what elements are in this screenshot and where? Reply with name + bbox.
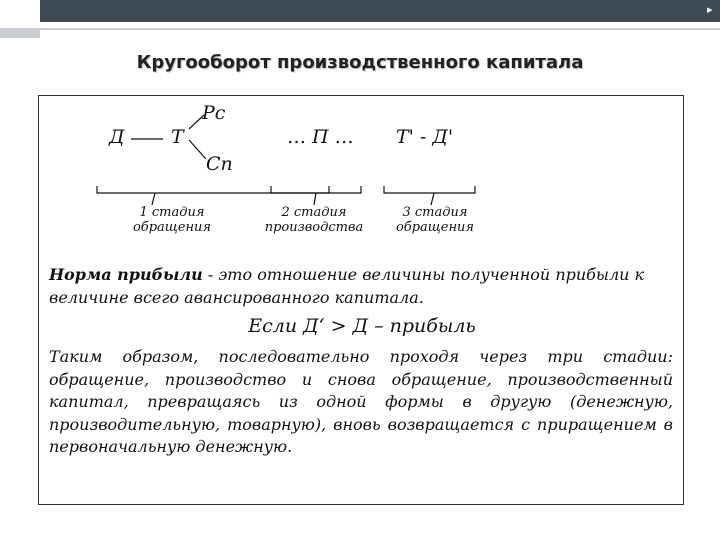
definition-term: Норма прибыли <box>49 265 203 284</box>
symbol-t-prime-d-prime: Т' - Д' <box>396 126 454 148</box>
conclusion-paragraph: Таким образом, последовательно проходя через три стадии: обращение, производство и снова обращение, производственный капитал, превращаясь из одной формы в другую (денежную, производительную, товарную), вновь возвращается с приращением в первоначальную денежную. <box>49 347 673 456</box>
bracket-stage-3 <box>384 186 475 193</box>
definition-text: - это отношение величины полученной прибыли к величине всего авансированного капитала. <box>49 265 645 307</box>
branch-sp-line <box>189 140 206 159</box>
top-bar-accent <box>0 28 40 38</box>
symbol-d: Д <box>109 126 125 148</box>
profit-condition: Если Д‘ > Д – прибыль <box>248 315 476 337</box>
stage-2-label: 2 стадия производства <box>264 205 364 235</box>
definition-paragraph <box>49 264 669 309</box>
symbol-sp: Сп <box>206 153 233 175</box>
bracket-stage-2 <box>271 186 361 193</box>
stage-1-label: 1 стадия обращения <box>132 205 212 235</box>
symbol-p: … П … <box>287 126 354 148</box>
content-panel <box>38 95 684 505</box>
stage-3-label: 3 стадия обращения <box>395 205 475 235</box>
symbol-rs: Рс <box>202 102 226 124</box>
slide-title: Кругооборот производственного капитала <box>136 52 584 73</box>
top-bar-rule <box>40 28 720 30</box>
nav-arrow-icon[interactable]: ▸ <box>707 3 713 16</box>
top-bar <box>40 0 720 22</box>
bracket-stage-1 <box>97 186 329 193</box>
symbol-t: Т <box>171 126 184 148</box>
